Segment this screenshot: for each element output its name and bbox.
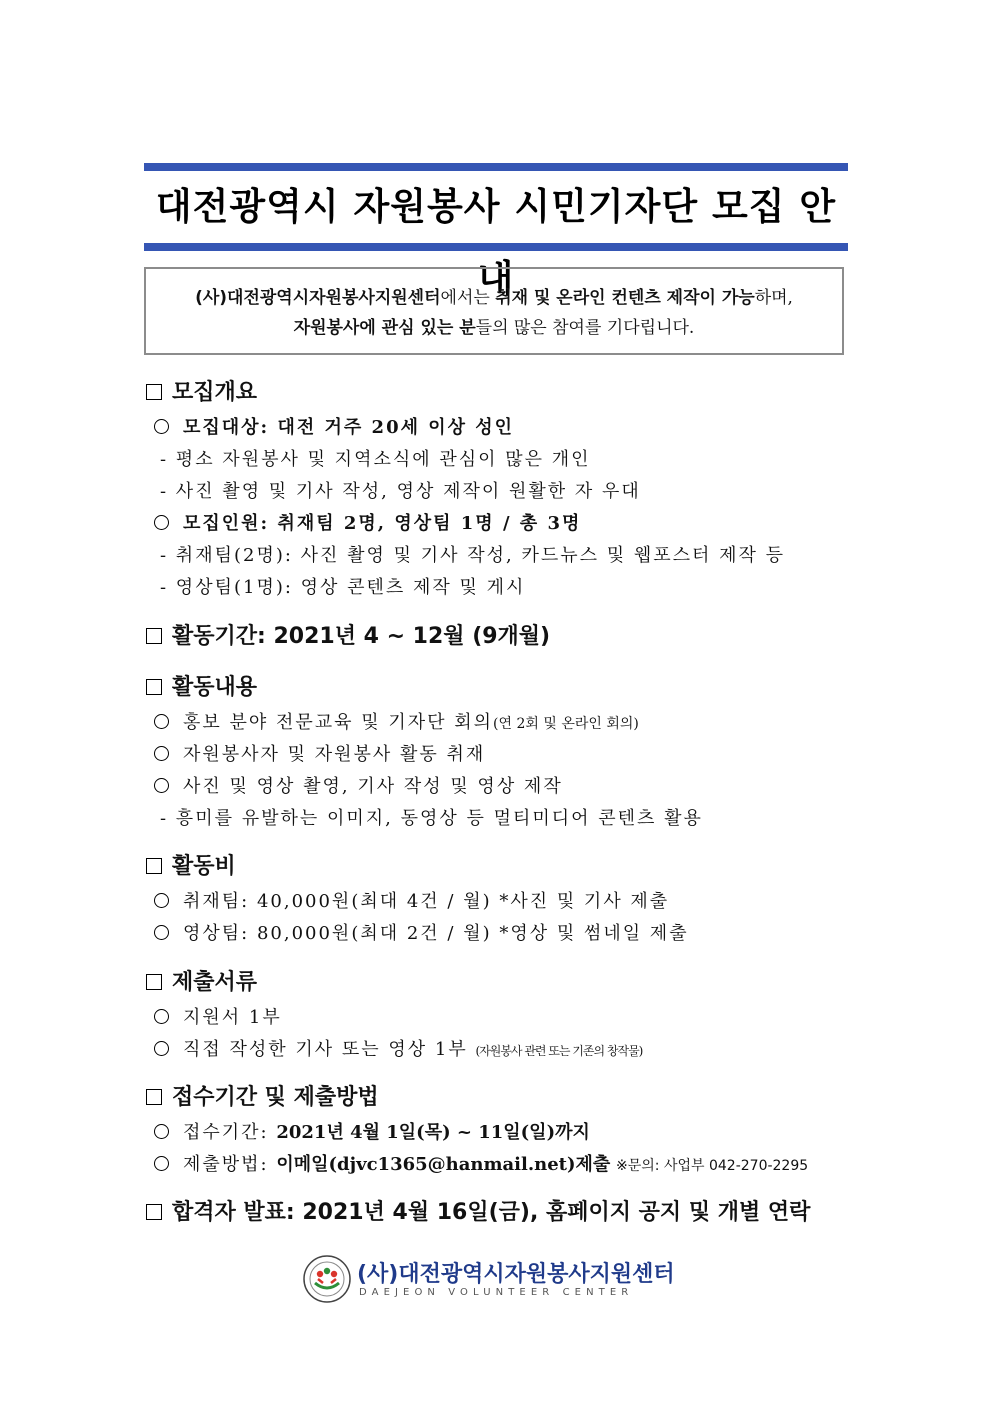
item-text: 영상팀: 80,000원(최대 2건 / 월) *영상 및 썸네일 제출 bbox=[183, 923, 689, 944]
section-title: 합격자 발표: 2021년 4월 16일(금), 홈페이지 공지 및 개별 연락 bbox=[172, 1200, 811, 1225]
checkbox-square-icon bbox=[146, 628, 162, 644]
list-item bbox=[144, 1117, 864, 1149]
circle-bullet-icon bbox=[154, 746, 169, 761]
sub-item: - 영상팀(1명): 영상 콘텐츠 제작 및 게시 bbox=[160, 577, 526, 598]
intro-text-3: 들의 많은 참여를 기다립니다. bbox=[475, 318, 695, 338]
circle-bullet-icon bbox=[154, 925, 169, 940]
section-heading bbox=[144, 622, 864, 652]
section-title: 제출서류 bbox=[172, 970, 258, 995]
section-heading bbox=[144, 852, 864, 882]
section-allowance bbox=[144, 852, 864, 950]
sub-item: - 흥미를 유발하는 이미지, 동영상 등 멀티미디어 콘텐츠 활용 bbox=[160, 808, 703, 829]
sub-item: - 사진 촬영 및 기사 작성, 영상 제작이 원활한 자 우대 bbox=[160, 481, 641, 502]
item-text: 취재팀: 40,000원(최대 4건 / 월) *사진 및 기사 제출 bbox=[183, 891, 670, 912]
item-value: 이메일(djvc1365@hanmail.net)제출 bbox=[276, 1154, 611, 1175]
contact-note: ※문의: 사업부 042-270-2295 bbox=[616, 1158, 809, 1174]
item-note: (자원봉사 관련 또는 기존의 창작물) bbox=[475, 1044, 643, 1058]
section-overview bbox=[144, 378, 864, 604]
item-value: 2021년 4월 1일(목) ~ 11일(일)까지 bbox=[276, 1122, 590, 1143]
section-period bbox=[144, 622, 864, 652]
section-activities bbox=[144, 673, 864, 835]
section-heading bbox=[144, 1198, 864, 1228]
title-top-bar bbox=[144, 163, 848, 171]
list-item bbox=[144, 1149, 864, 1181]
section-title: 활동내용 bbox=[172, 675, 258, 700]
item-text: 모집대상: 대전 거주 20세 이상 성인 bbox=[183, 417, 515, 438]
seal-logo-icon bbox=[303, 1255, 351, 1303]
list-item bbox=[144, 918, 864, 950]
intro-line-1 bbox=[146, 283, 842, 313]
circle-bullet-icon bbox=[154, 419, 169, 434]
intro-line-2 bbox=[146, 313, 842, 343]
list-item bbox=[144, 739, 864, 771]
footer-org-name: (사)대전광역시자원봉사지원센터 bbox=[357, 1262, 675, 1287]
checkbox-square-icon bbox=[146, 1204, 162, 1220]
circle-bullet-icon bbox=[154, 1041, 169, 1056]
checkbox-square-icon bbox=[146, 679, 162, 695]
footer-logo bbox=[303, 1255, 723, 1305]
circle-bullet-icon bbox=[154, 1156, 169, 1171]
intro-text-1: 에서는 bbox=[440, 288, 496, 308]
list-item bbox=[144, 771, 864, 803]
section-title: 활동비 bbox=[172, 854, 236, 879]
circle-bullet-icon bbox=[154, 1009, 169, 1024]
item-text: 사진 및 영상 촬영, 기사 작성 및 영상 제작 bbox=[183, 776, 563, 797]
section-documents bbox=[144, 968, 864, 1066]
intro-text-2: 하며, bbox=[754, 288, 793, 308]
checkbox-square-icon bbox=[146, 1089, 162, 1105]
footer-english-name: DAEJEON VOLUNTEER CENTER bbox=[359, 1287, 634, 1298]
section-heading bbox=[144, 1083, 864, 1113]
circle-bullet-icon bbox=[154, 893, 169, 908]
circle-bullet-icon bbox=[154, 778, 169, 793]
section-submission bbox=[144, 1083, 864, 1181]
sub-item: - 평소 자원봉사 및 지역소식에 관심이 많은 개인 bbox=[160, 449, 591, 470]
item-label: 접수기간: bbox=[183, 1122, 277, 1143]
item-text: 홍보 분야 전문교육 및 기자단 회의 bbox=[183, 712, 494, 733]
item-note: (연 2회 및 온라인 회의) bbox=[493, 716, 639, 732]
section-title: 활동기간: 2021년 4 ~ 12월 (9개월) bbox=[172, 624, 551, 649]
circle-bullet-icon bbox=[154, 515, 169, 530]
item-text: 직접 작성한 기사 또는 영상 1부 bbox=[183, 1039, 468, 1060]
intro-box bbox=[144, 267, 844, 355]
circle-bullet-icon bbox=[154, 1124, 169, 1139]
item-text: 자원봉사자 및 자원봉사 활동 취재 bbox=[183, 744, 486, 765]
section-heading bbox=[144, 378, 864, 408]
list-item bbox=[144, 412, 864, 444]
list-item bbox=[144, 707, 864, 739]
item-label: 제출방법: bbox=[183, 1154, 277, 1175]
section-title: 접수기간 및 제출방법 bbox=[172, 1085, 379, 1110]
list-item bbox=[144, 508, 864, 540]
intro-org: (사)대전광역시자원봉사지원센터 bbox=[195, 288, 441, 308]
page-title: 대전광역시 자원봉사 시민기자단 모집 안내 bbox=[155, 185, 837, 300]
section-announcement bbox=[144, 1198, 864, 1228]
list-item bbox=[144, 886, 864, 918]
circle-bullet-icon bbox=[154, 714, 169, 729]
item-text: 지원서 1부 bbox=[183, 1007, 282, 1028]
intro-bold-2: 자원봉사에 관심 있는 분 bbox=[293, 318, 476, 338]
item-text: 모집인원: 취재팀 2명, 영상팀 1명 / 총 3명 bbox=[183, 513, 582, 534]
list-item bbox=[144, 1034, 864, 1066]
sub-item: - 취재팀(2명): 사진 촬영 및 기사 작성, 카드뉴스 및 웹포스터 제작 등 bbox=[160, 545, 786, 566]
list-item bbox=[144, 1002, 864, 1034]
section-heading bbox=[144, 968, 864, 998]
checkbox-square-icon bbox=[146, 974, 162, 990]
intro-bold-1: 취재 및 온라인 컨텐츠 제작이 가능 bbox=[495, 288, 755, 308]
section-heading bbox=[144, 673, 864, 703]
checkbox-square-icon bbox=[146, 858, 162, 874]
section-title: 모집개요 bbox=[172, 380, 258, 405]
checkbox-square-icon bbox=[146, 384, 162, 400]
